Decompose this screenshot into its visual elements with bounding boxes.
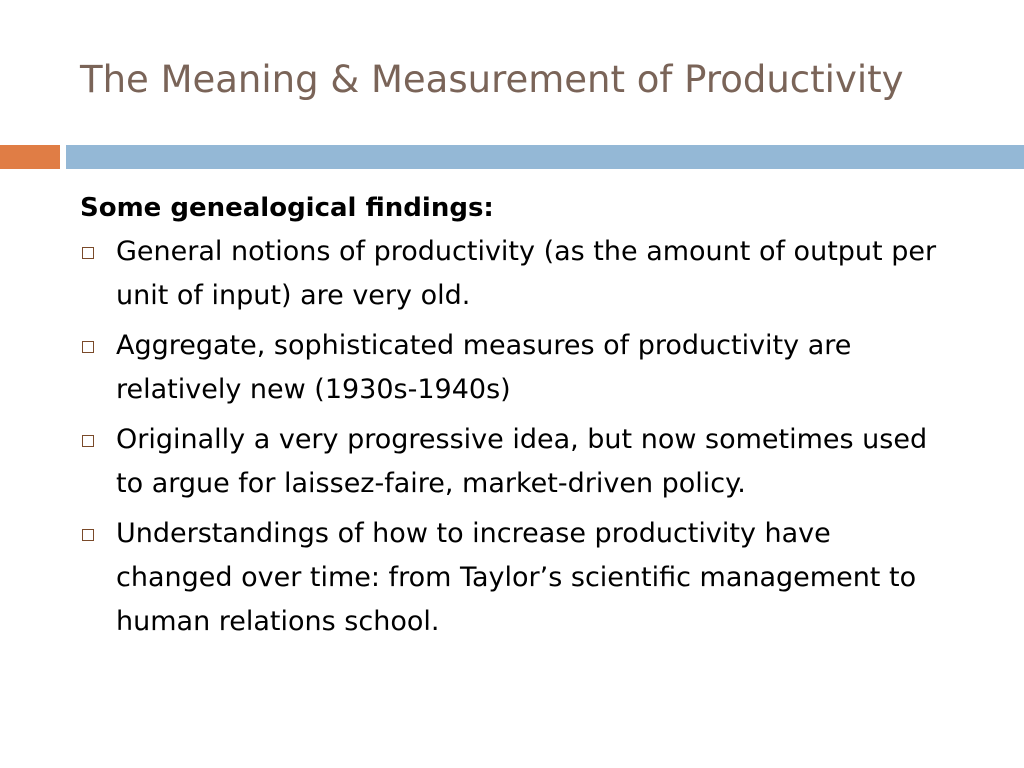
bullet-text: General notions of productivity (as the amount of output per unit of input) are very old. xyxy=(116,236,937,311)
hollow-square-bullet-icon xyxy=(82,341,94,353)
bullet-text: Understandings of how to increase productivity have changed over time: from Taylor’s scientific management to human relations school. xyxy=(116,518,917,637)
section-heading: Some genealogical findings: xyxy=(80,193,494,223)
accent-bar-blue xyxy=(66,145,1024,169)
hollow-square-bullet-icon xyxy=(82,529,94,541)
accent-bar-orange xyxy=(0,145,60,169)
slide-title: The Meaning & Measurement of Productivity xyxy=(80,58,904,101)
bullet-item xyxy=(80,418,952,506)
bullet-item xyxy=(80,324,952,412)
bullet-text: Aggregate, sophisticated measures of productivity are relatively new (1930s-1940s) xyxy=(116,330,852,405)
slide-content xyxy=(80,186,980,650)
bullet-item xyxy=(80,512,952,644)
bullet-item xyxy=(80,230,952,318)
bullet-list xyxy=(80,230,980,644)
hollow-square-bullet-icon xyxy=(82,247,94,259)
hollow-square-bullet-icon xyxy=(82,435,94,447)
bullet-text: Originally a very progressive idea, but now sometimes used to argue for laissez-faire, market-driven policy. xyxy=(116,424,928,499)
